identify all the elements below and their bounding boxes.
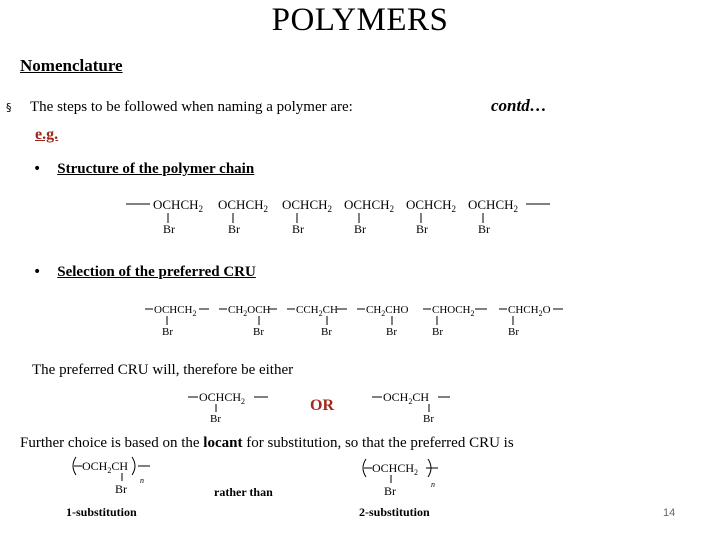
further-text-before: Further choice is based on the [20,435,204,451]
svg-text:Br: Br [384,484,396,498]
svg-text:OCHCH2: $OCHCH_2$ [154,304,197,318]
polymer-chain [122,193,562,243]
chain-unit [344,197,394,236]
further-choice-text [20,435,514,452]
svg-text:CHOCH2: $CHOCH_2$ [432,304,475,318]
svg-text:Br: Br [115,482,127,496]
final-cru-1-substitution [70,455,160,500]
svg-text:Br: Br [292,222,304,236]
svg-text:n: n [431,480,435,489]
step-selection [33,263,256,281]
chain-unit [468,197,518,236]
further-text-after: for substitution, so that the preferred CRU is [242,435,514,451]
option-b-structure [372,387,462,427]
cru-candidates [145,300,575,345]
svg-text:OCHCH2: $OCHCH_2$ [344,197,395,214]
intro-text: The steps to be followed when naming a polymer are: [30,99,353,115]
svg-text:OCHCH2: $OCHCH_2$ [406,197,457,214]
chain-unit [218,197,268,236]
svg-text:OCH2CH: $OCH_2CH$ [82,459,129,475]
cru-candidate [145,304,209,338]
svg-text:n: n [140,476,144,485]
cru-candidate [423,304,487,338]
svg-text:Br: Br [508,326,519,338]
svg-text:CCH2CH: $CCH_2CH$ [296,304,338,318]
svg-text:OCHCH2: $OCHCH_2$ [153,197,204,214]
caption-2-substitution: 2-substitution [359,505,430,519]
step-label: Selection of the preferred CRU [57,264,256,280]
page-number: 14 [663,507,676,519]
cru-candidate [287,304,347,338]
svg-text:Br: Br [432,326,443,338]
svg-text:OCH2CH: $OCH_2CH$ [383,390,430,406]
example-label: e.g. [35,126,59,143]
cru-candidate [357,304,409,338]
svg-text:Br: Br [228,222,240,236]
step-structure [33,160,254,178]
chain-unit [153,197,203,236]
svg-text:OCHCH2: $OCHCH_2$ [218,197,269,214]
svg-text:Br: Br [253,326,264,338]
svg-text:Br: Br [210,413,221,425]
svg-text:Br: Br [162,326,173,338]
page-title: POLYMERS [271,2,449,38]
svg-text:OCHCH2: $OCHCH_2$ [372,461,419,477]
svg-text:OCHCH2: $OCHCH_2$ [468,197,519,214]
svg-text:OCHCH2: $OCHCH_2$ [199,390,246,406]
preferred-text: The preferred CRU will, therefore be either [32,362,294,378]
final-cru-2-substitution [360,457,450,502]
svg-text:Br: Br [354,222,366,236]
square-bullet-icon: § [6,101,12,114]
svg-text:OCHCH2: $OCHCH_2$ [282,197,333,214]
section-heading: Nomenclature [20,56,123,75]
svg-text:Br: Br [163,222,175,236]
svg-text:Br: Br [416,222,428,236]
svg-text:CH2OCH: $CH_2OCH$ [228,304,271,318]
rather-than-label: rather than [214,485,273,499]
cru-candidate [219,304,277,338]
step-label: Structure of the polymer chain [57,161,255,177]
or-label: OR [310,397,334,414]
option-a-structure [188,387,278,427]
chain-unit [282,197,332,236]
svg-text:Br: Br [321,326,332,338]
locant-term: locant [203,435,243,451]
svg-text:CHCH2O: $CHCH_2O$ [508,304,551,318]
bullet-icon: • [33,161,42,177]
continued-label: contd… [491,96,547,115]
bullet-icon: • [33,264,42,280]
svg-text:Br: Br [478,222,490,236]
caption-1-substitution: 1-substitution [66,505,137,519]
svg-text:Br: Br [423,413,434,425]
close-paren [132,457,135,475]
svg-text:CH2CHO: $CH_2CHO$ [366,304,409,318]
cru-candidate [499,304,563,338]
svg-text:Br: Br [386,326,397,338]
chain-unit [406,197,456,236]
